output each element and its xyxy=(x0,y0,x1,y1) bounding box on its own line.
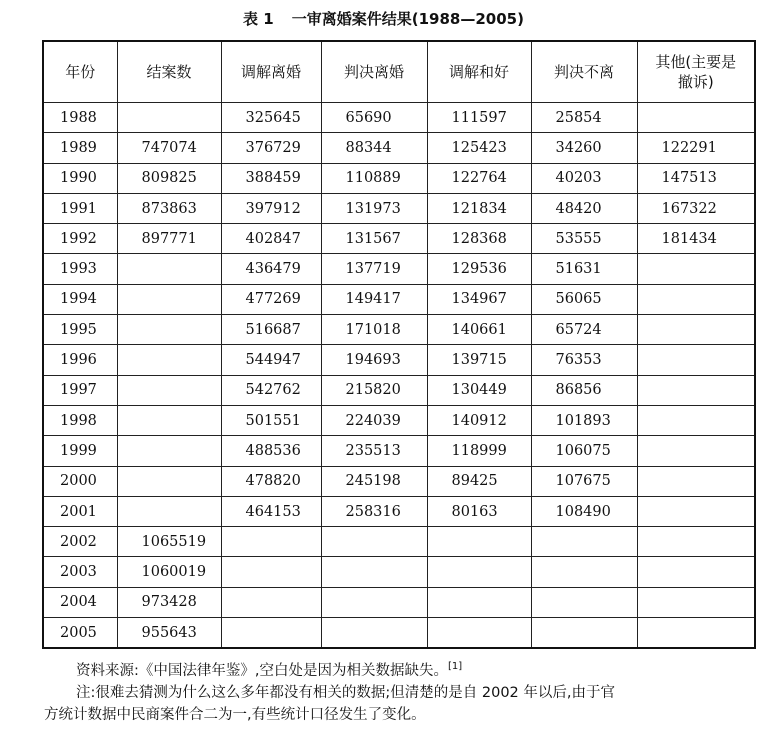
table-row xyxy=(43,193,755,223)
cell-closed-cases xyxy=(117,103,221,133)
cell-mediated-reconcile: 89425 xyxy=(427,466,531,496)
cell-other: 147513 xyxy=(637,163,755,193)
cell-other xyxy=(637,466,755,496)
cell-judged-no-divorce: 106075 xyxy=(531,436,637,466)
cell-year: 1998 xyxy=(43,405,117,435)
header-mediated-reconcile: 调解和好 xyxy=(427,41,531,103)
cell-mediated-reconcile xyxy=(427,618,531,649)
cell-mediated-divorce xyxy=(221,618,321,649)
cell-judged-no-divorce: 56065 xyxy=(531,284,637,314)
cell-mediated-divorce: 397912 xyxy=(221,193,321,223)
cell-judged-no-divorce: 86856 xyxy=(531,375,637,405)
cell-mediated-reconcile: 121834 xyxy=(427,193,531,223)
cell-year: 1991 xyxy=(43,193,117,223)
header-mediated-divorce: 调解离婚 xyxy=(221,41,321,103)
header-row xyxy=(43,41,755,103)
cell-judged-divorce xyxy=(321,618,427,649)
table-body xyxy=(43,103,755,649)
cell-mediated-divorce: 388459 xyxy=(221,163,321,193)
cell-judged-divorce xyxy=(321,527,427,557)
cell-judged-divorce: 149417 xyxy=(321,284,427,314)
cell-judged-divorce: 65690 xyxy=(321,103,427,133)
cell-mediated-divorce xyxy=(221,527,321,557)
cell-mediated-divorce: 325645 xyxy=(221,103,321,133)
cell-mediated-divorce: 544947 xyxy=(221,345,321,375)
table-row xyxy=(43,254,755,284)
table-row xyxy=(43,224,755,254)
cell-year: 1990 xyxy=(43,163,117,193)
cell-judged-no-divorce xyxy=(531,527,637,557)
cell-mediated-reconcile: 118999 xyxy=(427,436,531,466)
cell-other xyxy=(637,618,755,649)
cell-year: 1989 xyxy=(43,133,117,163)
table-row xyxy=(43,436,755,466)
cell-closed-cases xyxy=(117,466,221,496)
source-note xyxy=(44,656,756,682)
cell-closed-cases: 1060019 xyxy=(117,557,221,587)
cell-judged-no-divorce: 76353 xyxy=(531,345,637,375)
cell-mediated-reconcile xyxy=(427,557,531,587)
cell-judged-no-divorce: 25854 xyxy=(531,103,637,133)
cell-mediated-divorce: 542762 xyxy=(221,375,321,405)
table-row xyxy=(43,345,755,375)
cell-closed-cases xyxy=(117,345,221,375)
cell-year: 1992 xyxy=(43,224,117,254)
cell-closed-cases: 1065519 xyxy=(117,527,221,557)
cell-mediated-reconcile: 80163 xyxy=(427,496,531,526)
table-row xyxy=(43,103,755,133)
cell-judged-divorce: 235513 xyxy=(321,436,427,466)
source-text: 资料来源:《中国法律年鉴》,空白处是因为相关数据缺失。 xyxy=(76,662,448,679)
cell-other xyxy=(637,527,755,557)
cell-closed-cases xyxy=(117,315,221,345)
cell-judged-divorce: 245198 xyxy=(321,466,427,496)
table-title xyxy=(0,8,767,29)
table-row xyxy=(43,163,755,193)
cell-other: 167322 xyxy=(637,193,755,223)
cell-year: 1994 xyxy=(43,284,117,314)
cell-mediated-divorce: 464153 xyxy=(221,496,321,526)
cell-year: 2002 xyxy=(43,527,117,557)
cell-other xyxy=(637,405,755,435)
table-title-text: 一审离婚案件结果(1988—2005) xyxy=(291,10,524,28)
cell-closed-cases: 873863 xyxy=(117,193,221,223)
cell-judged-no-divorce: 34260 xyxy=(531,133,637,163)
cell-year: 1993 xyxy=(43,254,117,284)
cell-judged-divorce: 88344 xyxy=(321,133,427,163)
cell-judged-no-divorce xyxy=(531,587,637,617)
cell-judged-no-divorce xyxy=(531,618,637,649)
cell-mediated-divorce: 478820 xyxy=(221,466,321,496)
cell-mediated-divorce xyxy=(221,557,321,587)
cell-year: 2005 xyxy=(43,618,117,649)
cell-mediated-divorce: 376729 xyxy=(221,133,321,163)
cell-mediated-reconcile: 111597 xyxy=(427,103,531,133)
cell-judged-divorce: 258316 xyxy=(321,496,427,526)
cell-mediated-reconcile xyxy=(427,527,531,557)
cell-mediated-reconcile: 134967 xyxy=(427,284,531,314)
cell-judged-divorce: 194693 xyxy=(321,345,427,375)
table-row xyxy=(43,496,755,526)
cell-mediated-divorce: 477269 xyxy=(221,284,321,314)
cell-judged-no-divorce: 53555 xyxy=(531,224,637,254)
cell-mediated-reconcile: 140661 xyxy=(427,315,531,345)
cell-other xyxy=(637,587,755,617)
cell-closed-cases: 747074 xyxy=(117,133,221,163)
cell-mediated-reconcile: 129536 xyxy=(427,254,531,284)
cell-judged-divorce: 110889 xyxy=(321,163,427,193)
cell-judged-divorce: 171018 xyxy=(321,315,427,345)
table-row xyxy=(43,527,755,557)
cell-other xyxy=(637,557,755,587)
cell-mediated-divorce xyxy=(221,587,321,617)
cell-judged-no-divorce: 107675 xyxy=(531,466,637,496)
cell-judged-divorce: 215820 xyxy=(321,375,427,405)
cell-closed-cases xyxy=(117,496,221,526)
cell-judged-no-divorce xyxy=(531,557,637,587)
cell-judged-no-divorce: 51631 xyxy=(531,254,637,284)
cell-mediated-reconcile: 125423 xyxy=(427,133,531,163)
cell-closed-cases xyxy=(117,375,221,405)
cell-mediated-reconcile: 122764 xyxy=(427,163,531,193)
table-row xyxy=(43,133,755,163)
cell-closed-cases: 955643 xyxy=(117,618,221,649)
cell-closed-cases xyxy=(117,405,221,435)
table-row xyxy=(43,284,755,314)
cell-judged-divorce: 137719 xyxy=(321,254,427,284)
cell-year: 2003 xyxy=(43,557,117,587)
cell-judged-no-divorce: 101893 xyxy=(531,405,637,435)
header-other: 其他(主要是撤诉) xyxy=(637,41,755,103)
cell-other xyxy=(637,345,755,375)
cell-other xyxy=(637,375,755,405)
source-reference: [1] xyxy=(448,661,463,672)
cell-other xyxy=(637,103,755,133)
cell-closed-cases xyxy=(117,284,221,314)
header-judged-no-divorce: 判决不离 xyxy=(531,41,637,103)
cell-closed-cases: 809825 xyxy=(117,163,221,193)
table-row xyxy=(43,587,755,617)
cell-year: 1996 xyxy=(43,345,117,375)
cell-year: 1995 xyxy=(43,315,117,345)
cell-judged-no-divorce: 108490 xyxy=(531,496,637,526)
cell-other xyxy=(637,284,755,314)
cell-judged-no-divorce: 48420 xyxy=(531,193,637,223)
cell-closed-cases: 973428 xyxy=(117,587,221,617)
cell-other xyxy=(637,496,755,526)
table-notes xyxy=(44,656,756,726)
cell-closed-cases xyxy=(117,254,221,284)
cell-mediated-divorce: 402847 xyxy=(221,224,321,254)
note-line-2: 方统计数据中民商案件合二为一,有些统计口径发生了变化。 xyxy=(44,706,426,723)
header-judged-divorce: 判决离婚 xyxy=(321,41,427,103)
cell-year: 2001 xyxy=(43,496,117,526)
cell-year: 2004 xyxy=(43,587,117,617)
cell-year: 2000 xyxy=(43,466,117,496)
cell-judged-divorce: 224039 xyxy=(321,405,427,435)
table-row xyxy=(43,466,755,496)
cell-mediated-reconcile xyxy=(427,587,531,617)
table-number: 表 1 xyxy=(243,10,274,28)
cell-other: 181434 xyxy=(637,224,755,254)
table-row xyxy=(43,375,755,405)
cell-closed-cases xyxy=(117,436,221,466)
cell-mediated-divorce: 488536 xyxy=(221,436,321,466)
cell-year: 1999 xyxy=(43,436,117,466)
table-row xyxy=(43,315,755,345)
divorce-cases-table xyxy=(42,40,756,649)
note-line-1: 注:很难去猜测为什么这么多年都没有相关的数据;但清楚的是自 2002 年以后,由于官 xyxy=(76,684,615,701)
cell-year: 1988 xyxy=(43,103,117,133)
cell-mediated-reconcile: 140912 xyxy=(427,405,531,435)
cell-judged-divorce: 131973 xyxy=(321,193,427,223)
cell-mediated-reconcile: 139715 xyxy=(427,345,531,375)
cell-mediated-reconcile: 128368 xyxy=(427,224,531,254)
header-closed-cases: 结案数 xyxy=(117,41,221,103)
header-year: 年份 xyxy=(43,41,117,103)
cell-judged-no-divorce: 65724 xyxy=(531,315,637,345)
cell-other xyxy=(637,315,755,345)
cell-other xyxy=(637,436,755,466)
cell-judged-divorce: 131567 xyxy=(321,224,427,254)
cell-mediated-divorce: 436479 xyxy=(221,254,321,284)
cell-closed-cases: 897771 xyxy=(117,224,221,254)
cell-other: 122291 xyxy=(637,133,755,163)
cell-mediated-reconcile: 130449 xyxy=(427,375,531,405)
cell-judged-divorce xyxy=(321,587,427,617)
cell-judged-divorce xyxy=(321,557,427,587)
cell-judged-no-divorce: 40203 xyxy=(531,163,637,193)
table-row xyxy=(43,405,755,435)
table-row xyxy=(43,618,755,649)
cell-mediated-divorce: 501551 xyxy=(221,405,321,435)
cell-year: 1997 xyxy=(43,375,117,405)
table-row xyxy=(43,557,755,587)
cell-mediated-divorce: 516687 xyxy=(221,315,321,345)
cell-other xyxy=(637,254,755,284)
